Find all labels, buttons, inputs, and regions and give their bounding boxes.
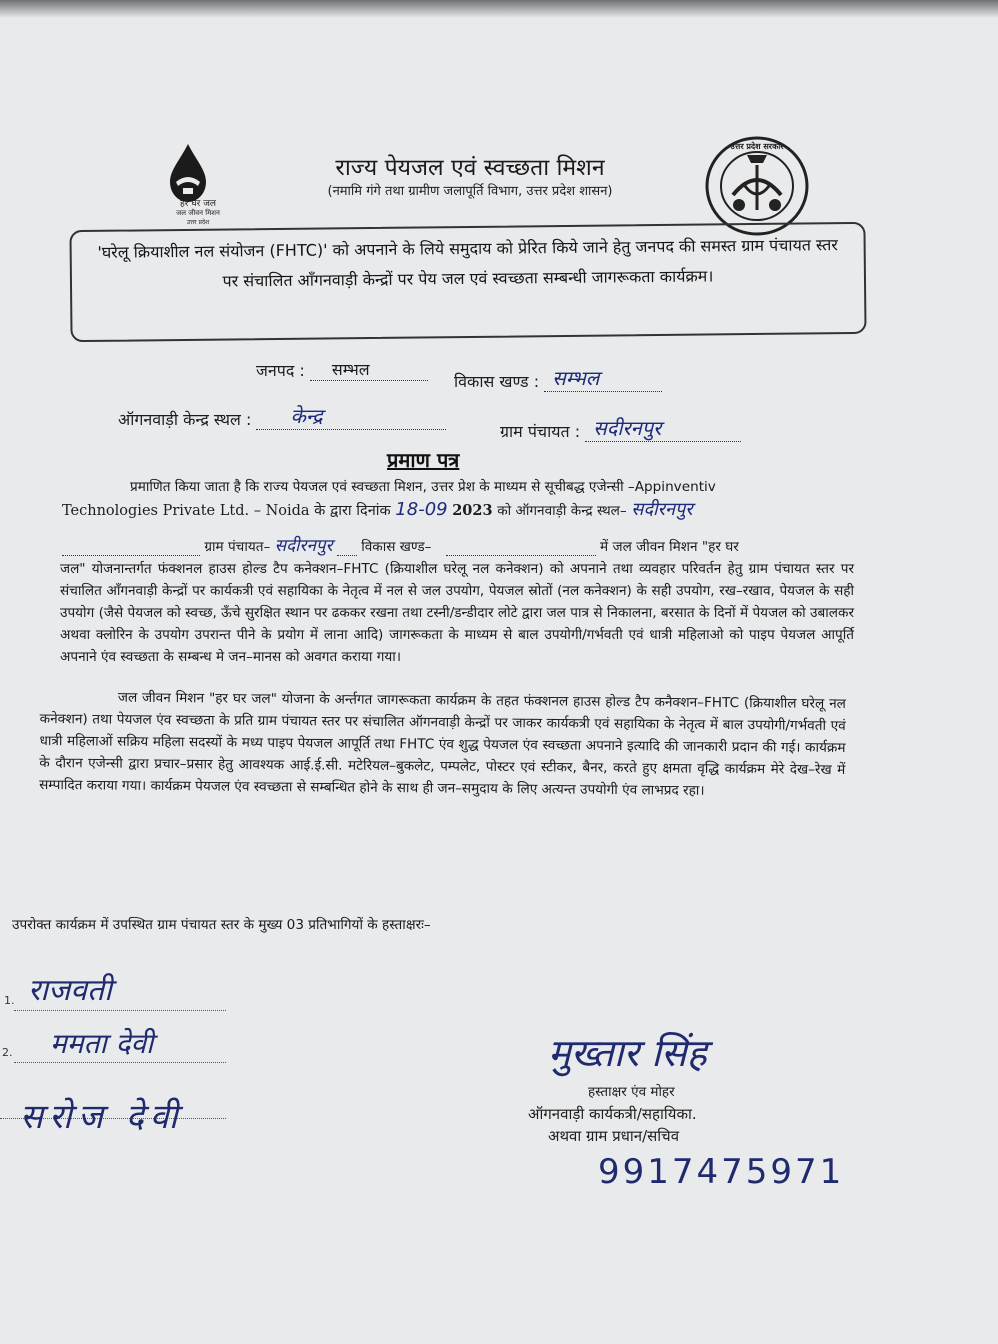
para1-line2 bbox=[62, 497, 693, 521]
jal-jeevan-mission-logo bbox=[150, 142, 240, 226]
page-title: राज्य पेयजल एवं स्वच्छता मिशन bbox=[335, 155, 605, 181]
phone-number-handwritten: 9917475971 bbox=[598, 1152, 845, 1192]
kendra-row bbox=[118, 402, 446, 430]
signature-line-2 bbox=[14, 1062, 226, 1063]
para1-line3-b: विकास खण्ड– bbox=[361, 539, 432, 555]
para1-line2-a: Technologies Private Ltd. – Noida के द्वारा दिनांक bbox=[62, 503, 391, 519]
vikas-khand-row bbox=[454, 364, 662, 392]
janpad-row bbox=[256, 358, 428, 381]
kendra-label: ऑगनवाड़ी केन्द्र स्थल : bbox=[118, 410, 252, 429]
page-shadow bbox=[0, 0, 998, 18]
vikas-khand-label: विकास खण्ड : bbox=[454, 372, 540, 391]
janpad-label: जनपद : bbox=[256, 361, 305, 380]
sthal-handwritten: सदीरनपुर bbox=[631, 499, 693, 520]
official-label-1: हस्ताक्षर एंव मोहर bbox=[588, 1084, 675, 1100]
participant-signature-2: ममता देवी bbox=[50, 1027, 154, 1060]
para1-line1: प्रमाणित किया जाता है कि राज्य पेयजल एवं स्वच्छता मिशन, उत्तर प्रेश के माध्यम से सूचीबद्ध एजेन्सी –Appinventiv bbox=[130, 479, 716, 495]
gram-panchayat-value: सदीरनपुर bbox=[593, 416, 662, 440]
emblem-text: उत्तर प्रदेश सरकार bbox=[730, 142, 784, 151]
signature-line-1 bbox=[14, 1010, 226, 1011]
page-subtitle: (नमामि गंगे तथा ग्रामीण जलापूर्ति विभाग, उत्तर प्रदेश शासन) bbox=[327, 184, 613, 199]
participant-number-2: 2. bbox=[2, 1046, 13, 1059]
official-label-3: अथवा ग्राम प्रधान/सचिव bbox=[548, 1127, 680, 1145]
para1-line3-a: ग्राम पंचायत– bbox=[204, 539, 271, 555]
notice-box: 'घरेलू क्रियाशील नल संयोजन (FHTC)' को अपनाने के लिये समुदाय को प्रेरित किये जाने हेतु जनपद की समस्त ग्राम पंचायत स्तर पर संचालित आँगनवाड़ी केन्द्रों पर पेय जल एवं स्वच्छता सम्बन्धी जागरूकता कार्यक्रम। bbox=[69, 222, 866, 342]
para1-line3 bbox=[62, 533, 739, 556]
date-year: 2023 bbox=[452, 502, 493, 519]
certificate-heading: प्रमाण पत्र bbox=[387, 448, 460, 472]
participants-intro: उपरोक्त कार्यक्रम में उपस्थित ग्राम पंचायत स्तर के मुख्य 03 प्रतिभागियों के हस्ताक्षरः– bbox=[12, 917, 431, 933]
participant-signature-1: राजवती bbox=[28, 973, 112, 1008]
janpad-value: सम्भल bbox=[331, 360, 370, 379]
para1-body: जल" योजनान्तर्गत फंक्शनल हाउस होल्ड टैप कनेक्शन–FHTC (क्रियाशील घरेलू नल कनेक्शन) को अपनाने तथा व्यवहार परिवर्तन हेतु ग्राम पंचायत स्तर पर संचालित आँगनवाड़ी केन्द्रों पर कार्यकत्री एवं सहायिका के नेतृत्व में नल से जल उपयोग, पेयजल स्रोतों (नल कनेक्शन) के सही उपयोग, रख–रखाव, पेयजल के सही उपयोग (जैसे पेयजल को स्वच्छ, ऊँचे सुरक्षित स्थान पर ढककर रखना तथा टस्नी/डन्डीदार लोटे द्वारा जल पात्र से निकालना, बरसात के दिनों में पेयजल को उबालकर अथवा क्लोरिन के उपयोग उपरान्त पीने के प्रयोग में लाना आदि) जागरूकता के माध्यम से बाल उपयोगी/गर्भवती एवं धात्री महिलाओ को पाइप पेयजल आपूर्ति अपनाने एंव स्वच्छता के सम्बन्ध मे जन–मानस को अवगत कराया गया। bbox=[60, 561, 854, 665]
participant-number-1: 1. bbox=[4, 994, 15, 1007]
gram-panchayat-label: ग्राम पंचायत : bbox=[500, 422, 581, 441]
para1-line3-c: में जल जीवन मिशन "हर घर bbox=[600, 539, 739, 555]
para1-line2-b: को ऑगनवाड़ी केन्द्र स्थल– bbox=[497, 503, 627, 519]
official-label-2: ऑगनवाड़ी कार्यकत्री/सहायिका. bbox=[528, 1105, 697, 1123]
participant-signature-3: सरोज देवी bbox=[20, 1097, 184, 1137]
gram-handwritten: सदीरनपुर bbox=[274, 536, 333, 556]
official-signature: मुख्तार सिंह bbox=[548, 1031, 707, 1075]
logo-line-1: हर घर जल bbox=[180, 199, 216, 209]
kendra-value: केन्द्र bbox=[290, 404, 323, 428]
date-handwritten: 18-09 bbox=[395, 499, 448, 520]
logo-line-2: जल जीवन मिशन bbox=[176, 209, 220, 217]
para2-body: जल जीवन मिशन "हर घर जल" योजना के अर्न्तगत जागरूकता कार्यक्रम के तहत फंक्शनल हाउस होल्ड टैप कनैक्शन–FHTC (क्रियाशील घरेलू नल कनेक्शन) तथा पेयजल एंव स्वच्छता के प्रति ग्राम पंचायत स्तर पर संचालित ऑगनवाड़ी केन्द्रों पर जाकर कार्यकत्री एवं सहायिका के नेतृत्व में बाल उपयोगी/गर्भवती एवं धात्री महिलाओं सक्रिय महिला सदस्यों के मध्य पाइप पेयजल आपूर्ति तथा FHTC एंव शुद्ध पेयजल एंव स्वच्छता अपनाने इत्यादि की जानकारी प्रदान की गई। कार्यक्रम के दौरान एजेन्सी द्वारा प्रचार–प्रसार हेतु आवश्यक आई.ई.सी. मटेरियल–बुकलेट, पम्पलेट, पोस्टर एवं स्टीकर, बैनर, करते हुए क्षमता वृद्धि कार्यक्रम मेरे देख–रेख में सम्पादित कराया गया। कार्यक्रम पेयजल एंव स्वच्छता से सम्बन्धित होने के साथ ही जन–समुदाय के लिए अत्यन्त उपयोगी एंव लाभप्रद रहा। bbox=[39, 689, 846, 799]
vikas-khand-value: सम्भल bbox=[552, 366, 600, 390]
gram-panchayat-row bbox=[500, 414, 741, 442]
logo-line-3: उत्तर प्रदेश bbox=[186, 219, 210, 226]
